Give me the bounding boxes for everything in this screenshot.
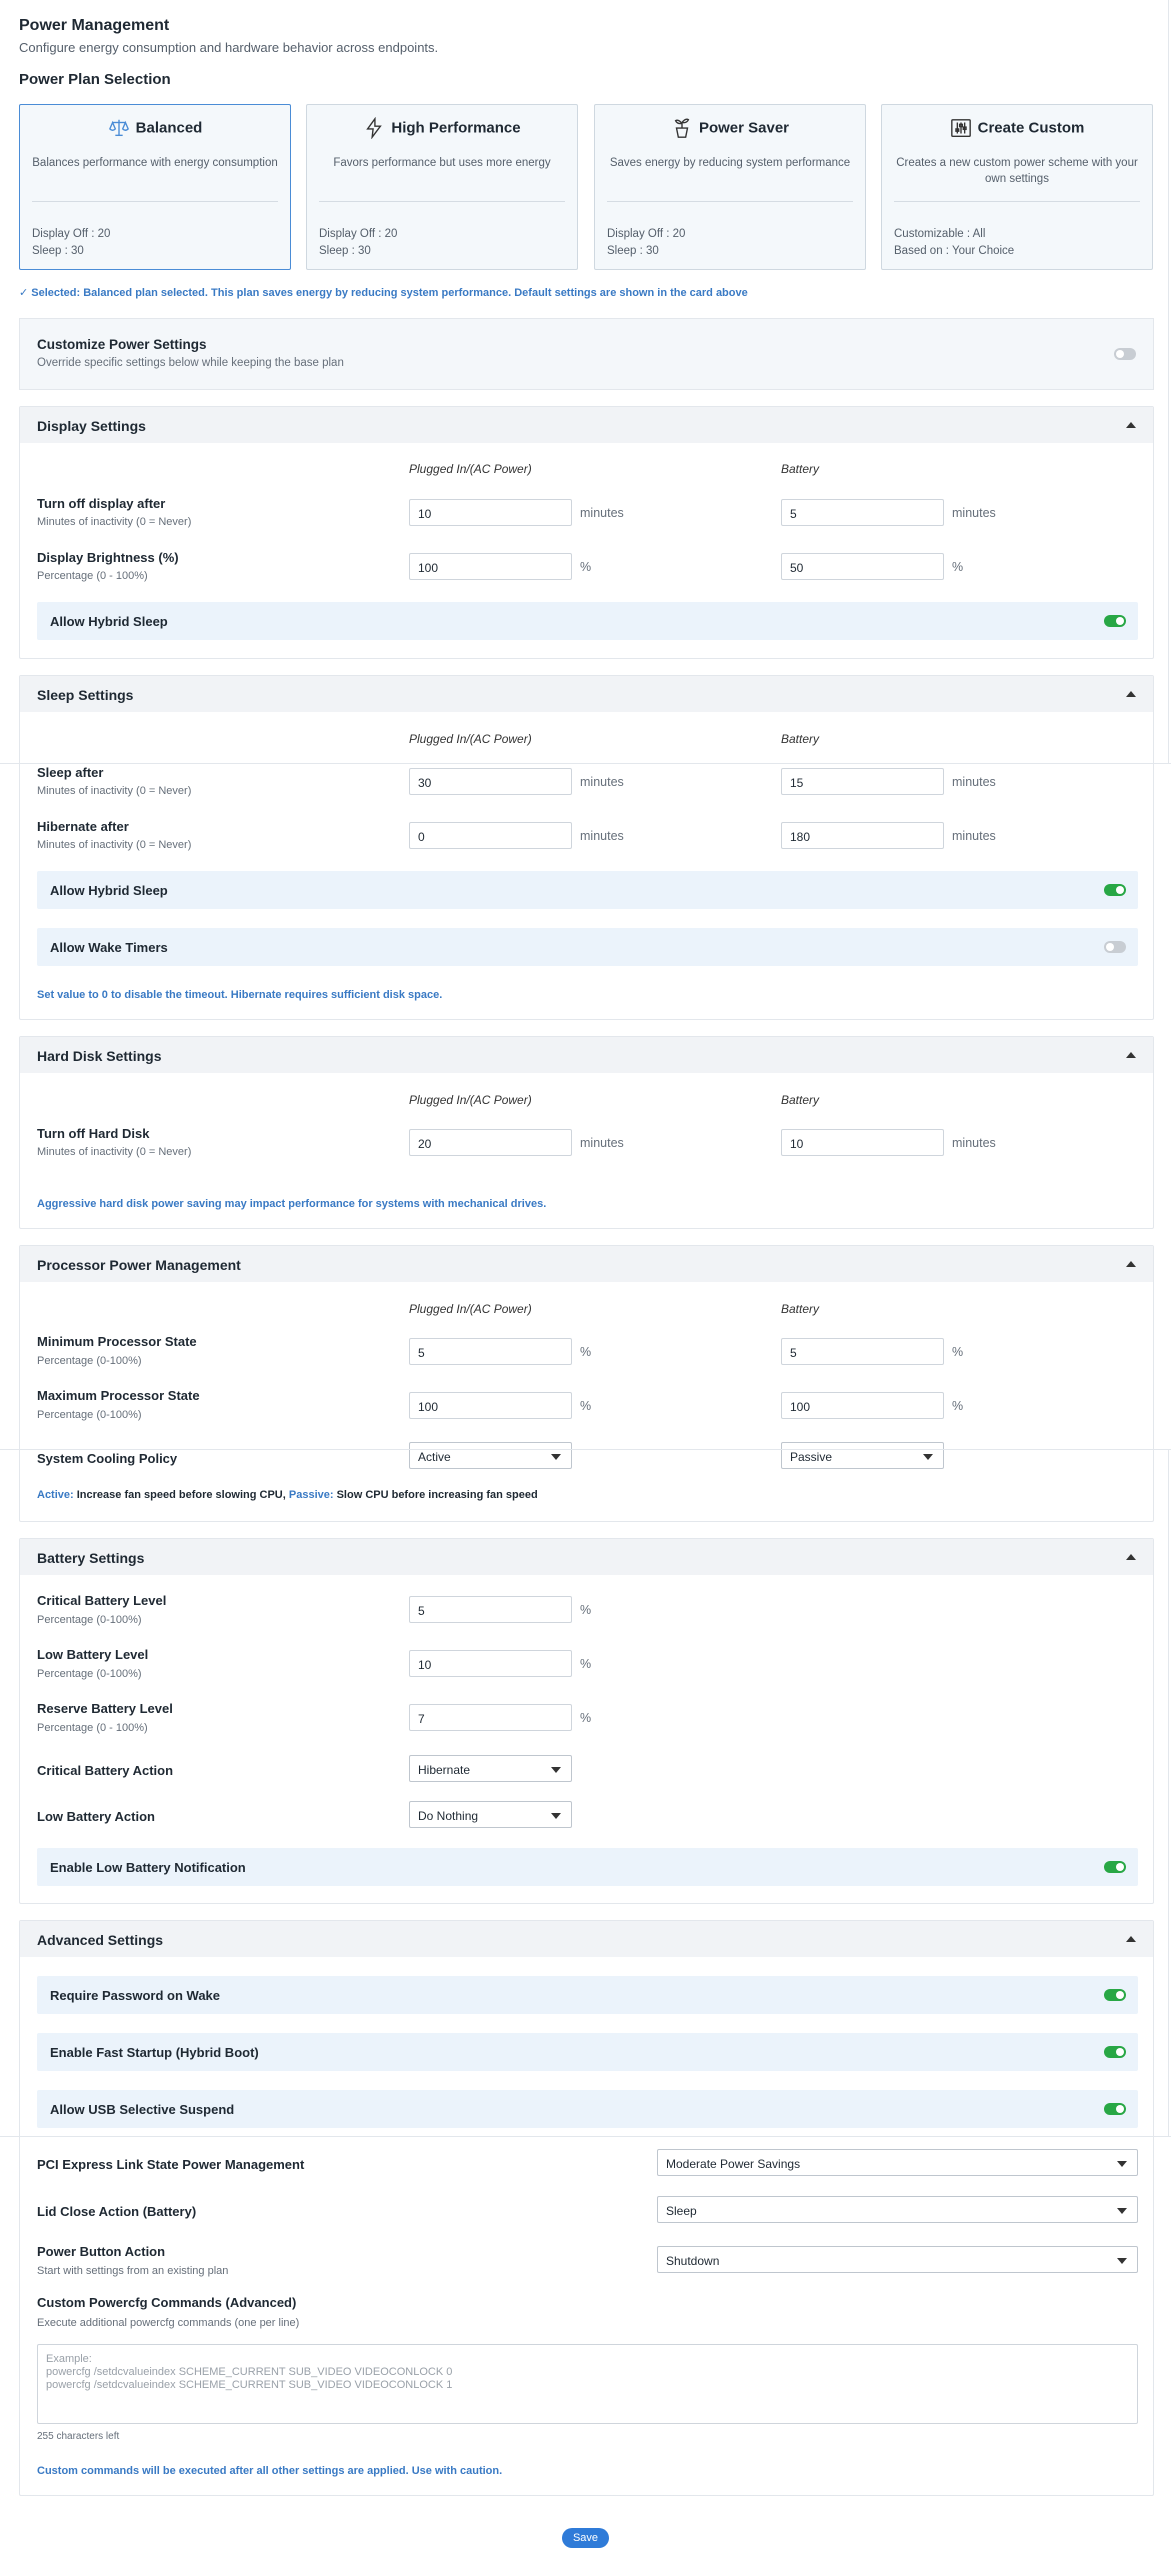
cooling-note: Active: Increase fan speed before slowing CPU, Passive: Slow CPU before increasing fan speed (37, 1489, 538, 1501)
toggle-label: Enable Low Battery Notification (50, 1860, 246, 1875)
chevron-down-icon (923, 1454, 933, 1460)
collapse-caret-icon[interactable] (1126, 422, 1136, 428)
chevron-down-icon (551, 1767, 561, 1773)
select-value: Moderate Power Savings (666, 2157, 801, 2171)
row-label: Low Battery Action (37, 1809, 155, 1824)
row-label: Sleep after (37, 765, 104, 780)
display-off-battery-input[interactable]: 5 (781, 499, 944, 526)
row-label: Lid Close Action (Battery) (37, 2204, 197, 2219)
column-header-battery: Battery (781, 1093, 820, 1107)
panel-title: Sleep Settings (37, 687, 134, 703)
select-value: Shutdown (666, 2254, 720, 2268)
low-action-select[interactable] (409, 1801, 572, 1828)
unit-label: minutes (952, 829, 996, 843)
unit-label: % (580, 1603, 592, 1617)
plan-name: Power Saver (698, 119, 790, 137)
customize-title: Customize Power Settings (37, 337, 207, 352)
chevron-down-icon (1117, 2258, 1127, 2264)
divider (32, 201, 278, 202)
plan-stat-sleep: Sleep : 30 (32, 245, 84, 257)
sleep-battery-input[interactable]: 15 (781, 768, 944, 795)
toggle-row-usb-selective-suspend (37, 2090, 1138, 2128)
plan-stat-sleep: Sleep : 30 (607, 245, 659, 257)
advanced-settings-panel (19, 1920, 1154, 2496)
row-label: Turn off display after (37, 496, 166, 511)
hibernate-battery-input[interactable]: 180 (781, 822, 944, 849)
plan-stat-display: Display Off : 20 (607, 228, 686, 240)
row-label: System Cooling Policy (37, 1451, 178, 1466)
plan-description: Creates a new custom power scheme with your own settings (896, 157, 1138, 185)
chevron-down-icon (551, 1454, 561, 1460)
toggle-label: Allow Wake Timers (50, 940, 168, 955)
collapse-caret-icon[interactable] (1126, 1052, 1136, 1058)
plan-stat-customizable: Customizable : All (894, 228, 986, 240)
toggle-label: Allow USB Selective Suspend (50, 2102, 235, 2117)
unit-label: % (580, 1711, 592, 1725)
processor-header[interactable] (20, 1246, 1153, 1282)
column-header-battery: Battery (781, 462, 820, 476)
row-sublabel: Percentage (0-100%) (37, 1668, 142, 1680)
row-label: Minimum Processor State (37, 1334, 197, 1349)
usb-selective-suspend-toggle[interactable] (1104, 2103, 1126, 2115)
lid-close-select[interactable] (657, 2196, 1138, 2223)
password-on-wake-toggle[interactable] (1104, 1989, 1126, 2001)
row-sublabel: Minutes of inactivity (0 = Never) (37, 1146, 192, 1158)
cooling-battery-select[interactable] (781, 1442, 944, 1469)
critical-battery-input[interactable]: 5 (409, 1596, 572, 1623)
unit-label: % (580, 1657, 592, 1671)
plan-name: Create Custom (977, 119, 1085, 137)
brightness-battery-input[interactable]: 50 (781, 553, 944, 580)
collapse-caret-icon[interactable] (1126, 691, 1136, 697)
row-sublabel: Minutes of inactivity (0 = Never) (37, 839, 192, 851)
cooling-ac-select[interactable] (409, 1442, 572, 1469)
plan-card-create-custom[interactable] (881, 104, 1153, 270)
toggle-row-hybrid-sleep (37, 871, 1138, 909)
chars-left-counter: 255 characters left (37, 2431, 120, 2442)
divider (607, 201, 853, 202)
chevron-down-icon (1117, 2208, 1127, 2214)
divider (319, 201, 565, 202)
row-label: Display Brightness (%) (37, 550, 179, 565)
row-sublabel: Percentage (0 - 100%) (37, 1722, 148, 1734)
row-label: Power Button Action (37, 2244, 166, 2259)
lightning-icon (363, 117, 385, 139)
brightness-ac-input[interactable]: 100 (409, 553, 572, 580)
row-label: Custom Powercfg Commands (Advanced) (37, 2295, 297, 2310)
panel-title: Display Settings (37, 418, 146, 434)
row-label: Reserve Battery Level (37, 1701, 173, 1716)
row-sublabel: Start with settings from an existing plan (37, 2265, 229, 2277)
panel-title: Battery Settings (37, 1550, 145, 1566)
plan-name: Balanced (135, 119, 203, 137)
min-processor-battery-input[interactable]: 5 (781, 1338, 944, 1365)
sleep-settings-panel (19, 675, 1154, 1020)
hibernate-ac-input[interactable]: 0 (409, 822, 572, 849)
plan-card-balanced[interactable] (19, 104, 291, 270)
divider (1168, 1449, 1169, 2136)
column-header-plugged: Plugged In/(AC Power) (409, 1093, 532, 1107)
plan-name: High Performance (391, 119, 521, 137)
collapse-caret-icon[interactable] (1126, 1554, 1136, 1560)
critical-action-select[interactable] (409, 1755, 572, 1782)
page-description: Configure energy consumption and hardware behavior across endpoints. (19, 40, 439, 55)
row-sublabel: Minutes of inactivity (0 = Never) (37, 516, 192, 528)
row-sublabel: Percentage (0 - 100%) (37, 570, 148, 582)
toggle-row-wake-timers (37, 928, 1138, 966)
display-settings-header[interactable] (20, 407, 1153, 443)
selected-plan-note: ✓ Selected: Balanced plan selected. This plan saves energy by reducing system performance. Default settings are shown in the card above (19, 287, 748, 299)
divider (0, 763, 1171, 764)
low-battery-input[interactable]: 10 (409, 1650, 572, 1677)
divider (0, 2136, 1171, 2137)
collapse-caret-icon[interactable] (1126, 1936, 1136, 1942)
hard-disk-battery-input[interactable]: 10 (781, 1129, 944, 1156)
collapse-caret-icon[interactable] (1126, 1261, 1136, 1267)
sleep-note: Set value to 0 to disable the timeout. Hibernate requires sufficient disk space. (37, 989, 443, 1001)
column-header-battery: Battery (781, 732, 820, 746)
select-value: Hibernate (418, 1763, 471, 1777)
row-label: Maximum Processor State (37, 1388, 200, 1403)
min-processor-ac-input[interactable]: 5 (409, 1338, 572, 1365)
row-sublabel: Minutes of inactivity (0 = Never) (37, 785, 192, 797)
unit-label: % (580, 1345, 592, 1359)
panel-title: Hard Disk Settings (37, 1048, 162, 1064)
row-label: Critical Battery Level (37, 1593, 167, 1608)
row-sublabel: Percentage (0-100%) (37, 1614, 142, 1626)
select-value: Sleep (666, 2204, 697, 2218)
plan-stat-sleep: Sleep : 30 (319, 245, 371, 257)
customize-toggle[interactable] (1114, 348, 1136, 360)
column-header-plugged: Plugged In/(AC Power) (409, 732, 532, 746)
column-header-battery: Battery (781, 1302, 820, 1316)
divider (0, 1449, 1171, 1450)
row-sublabel: Execute additional powercfg commands (one per line) (37, 2317, 300, 2329)
unit-label: minutes (580, 1136, 624, 1150)
low-battery-notification-toggle[interactable] (1104, 1861, 1126, 1873)
reserve-battery-input[interactable]: 7 (409, 1704, 572, 1731)
display-settings-panel (19, 406, 1154, 659)
display-off-ac-input[interactable]: 10 (409, 499, 572, 526)
hard-disk-settings-panel (19, 1036, 1154, 1229)
toggle-label: Require Password on Wake (50, 1988, 221, 2003)
divider (1168, 0, 1169, 763)
select-value: Do Nothing (418, 1809, 479, 1823)
row-label: Low Battery Level (37, 1647, 149, 1662)
hard-disk-settings-header[interactable] (20, 1037, 1153, 1073)
select-value: Active (418, 1450, 451, 1464)
chevron-down-icon (1117, 2161, 1127, 2167)
scale-icon (108, 117, 130, 139)
power-button-select[interactable] (657, 2246, 1138, 2273)
divider (894, 201, 1140, 202)
toggle-row-hybrid-sleep (37, 602, 1138, 640)
panel-title: Processor Power Management (37, 1257, 241, 1273)
column-header-plugged: Plugged In/(AC Power) (409, 1302, 532, 1316)
unit-label: % (952, 560, 964, 574)
unit-label: minutes (580, 506, 624, 520)
sleep-ac-input[interactable]: 30 (409, 768, 572, 795)
toggle-label: Allow Hybrid Sleep (50, 614, 168, 629)
row-label: Turn off Hard Disk (37, 1126, 150, 1141)
wake-timers-toggle[interactable] (1104, 941, 1126, 953)
unit-label: minutes (952, 506, 996, 520)
unit-label: % (952, 1345, 964, 1359)
unit-label: minutes (580, 775, 624, 789)
row-sublabel: Percentage (0-100%) (37, 1355, 142, 1367)
toggle-label: Enable Fast Startup (Hybrid Boot) (50, 2045, 259, 2060)
plan-card-power-saver[interactable] (594, 104, 866, 270)
plan-stat-display: Display Off : 20 (32, 228, 111, 240)
unit-label: minutes (952, 1136, 996, 1150)
toggle-row-low-battery-notification (37, 1848, 1138, 1886)
row-label: PCI Express Link State Power Management (37, 2157, 305, 2172)
custom-commands-note: Custom commands will be executed after all other settings are applied. Use with caution. (37, 2465, 503, 2477)
row-label: Critical Battery Action (37, 1763, 174, 1778)
max-processor-ac-input[interactable]: 100 (409, 1392, 572, 1419)
customize-subtitle: Override specific settings below while keeping the base plan (37, 357, 344, 369)
plan-stat-based-on: Based on : Your Choice (894, 245, 1015, 257)
row-label: Hibernate after (37, 819, 129, 834)
page-title: Power Management (19, 17, 170, 34)
select-value: Passive (790, 1450, 833, 1464)
plan-section-title: Power Plan Selection (19, 71, 171, 88)
column-header-plugged: Plugged In/(AC Power) (409, 462, 532, 476)
unit-label: minutes (952, 775, 996, 789)
max-processor-battery-input[interactable]: 100 (781, 1392, 944, 1419)
unit-label: % (580, 1399, 592, 1413)
panel-title: Advanced Settings (37, 1932, 164, 1948)
save-button[interactable]: Save (562, 2528, 609, 2548)
pci-express-select[interactable] (657, 2149, 1138, 2176)
plan-card-high-performance[interactable] (306, 104, 578, 270)
unit-label: minutes (580, 829, 624, 843)
processor-panel (19, 1245, 1154, 1522)
row-sublabel: Percentage (0-100%) (37, 1409, 142, 1421)
chevron-down-icon (551, 1813, 561, 1819)
toggle-row-password-on-wake (37, 1976, 1138, 2014)
sleep-settings-header[interactable] (20, 676, 1153, 712)
plan-description: Favors performance but uses more energy (333, 157, 551, 169)
customize-panel (19, 318, 1154, 390)
plan-description: Balances performance with energy consumption (32, 157, 278, 169)
plan-cards (19, 104, 1154, 270)
custom-commands-textarea[interactable]: Example: powercfg /setdcvalueindex SCHEME_CURRENT SUB_VIDEO VIDEOCONLOCK 0 powercfg /setdcvalueindex SCHEME_CURRENT SUB_VIDEO VIDEOCONLOCK 1 (37, 2344, 1138, 2424)
toggle-label: Allow Hybrid Sleep (50, 883, 168, 898)
unit-label: % (580, 560, 592, 574)
plant-icon (671, 117, 693, 139)
hybrid-sleep-toggle[interactable] (1104, 615, 1126, 627)
toggle-row-fast-startup (37, 2033, 1138, 2071)
sliders-icon (950, 117, 972, 139)
hard-disk-ac-input[interactable]: 20 (409, 1129, 572, 1156)
battery-settings-panel (19, 1538, 1154, 1904)
plan-stat-display: Display Off : 20 (319, 228, 398, 240)
battery-settings-header[interactable] (20, 1539, 1153, 1575)
unit-label: % (952, 1399, 964, 1413)
advanced-settings-header[interactable] (20, 1921, 1153, 1957)
sleep-hybrid-toggle[interactable] (1104, 884, 1126, 896)
hard-disk-note: Aggressive hard disk power saving may impact performance for systems with mechanical drives. (37, 1198, 547, 1210)
plan-description: Saves energy by reducing system performance (609, 157, 851, 169)
fast-startup-toggle[interactable] (1104, 2046, 1126, 2058)
